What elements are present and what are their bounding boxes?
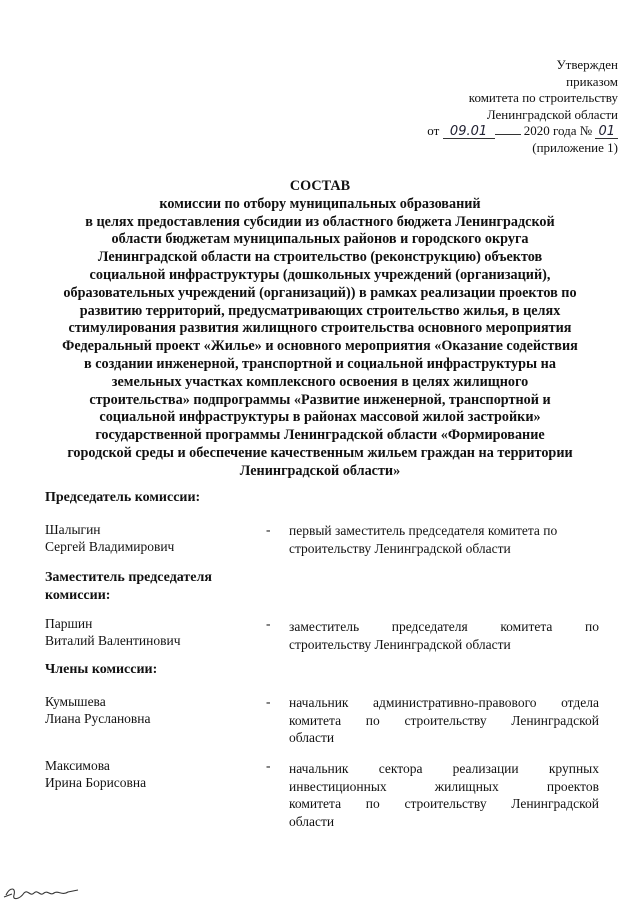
title-line: развитию территорий, предусматривающих строительство жилья, в целях (79, 302, 561, 319)
person-given-name: Лиана Руслановна (45, 711, 151, 726)
role-line: комитета по строительству Ленинградской (289, 712, 599, 728)
person-surname: Максимова (45, 758, 110, 773)
person-given-name: Ирина Борисовна (45, 775, 147, 790)
handwritten-number: 01 (595, 125, 618, 139)
person-given-name: Виталий Валентинович (45, 633, 181, 648)
role-line: области (289, 813, 335, 829)
title-line: социальной инфраструктуры (дошкольных учреждений (организаций), (89, 266, 551, 283)
role-line: комитета по строительству Ленинградской (289, 796, 599, 811)
title-line: государственной программы Ленинградской области «Формирование (95, 427, 545, 444)
approval-date-line (427, 123, 618, 140)
dash: - (266, 616, 271, 631)
section-chair: Председатель комиссии: (45, 490, 201, 505)
title-line: области бюджетам муниципальных районов и городского округа (111, 231, 529, 248)
title-line: городской среды и обеспечение качественным жильем граждан на территории (67, 444, 573, 461)
person-name (45, 693, 151, 727)
role-line: строительству Ленинградской области (289, 540, 511, 556)
person-given-name: Сергей Владимирович (45, 539, 175, 554)
approval-line: Утвержден (556, 57, 618, 72)
role-line: заместитель председателя комитета по (289, 619, 599, 634)
role-line: инвестиционных жилищных проектов (289, 778, 599, 794)
dash: - (266, 522, 271, 537)
title-line: в создании инженерной, транспортной и социальной инфраструктуры на (84, 355, 556, 372)
approval-year: 2020 года № (523, 123, 593, 138)
handwritten-signature (2, 881, 82, 903)
person-name (45, 521, 174, 555)
title-line: строительства» подпрограммы «Развитие инженерной, транспортной и (89, 391, 551, 408)
title-line: в целях предоставления субсидии из областного бюджета Ленинградской (85, 213, 555, 230)
title-line: комиссии по отбору муниципальных образований (159, 195, 481, 212)
role-line: строительству Ленинградской области (289, 636, 511, 652)
approval-line: комитета по строительству (468, 90, 618, 105)
title-head: СОСТАВ (289, 178, 351, 194)
role-line: области (289, 730, 335, 745)
title-line: образовательных учреждений (организаций)) в рамках реализации проектов по (63, 284, 577, 301)
title-line: земельных участках комплексного освоения в целях жилищного (111, 373, 529, 390)
title-line: стимулирования развития жилищного строительства основного мероприятия (68, 320, 572, 337)
person-surname: Паршин (45, 616, 93, 631)
person-surname: Шалыгин (45, 522, 101, 537)
section-deputy (45, 569, 212, 605)
person-role (289, 760, 599, 830)
approval-block (427, 57, 618, 156)
title-line: Ленинградской области» (239, 462, 401, 479)
role-line: начальник административно-правового отдела (289, 695, 599, 710)
approval-from: от (427, 123, 440, 138)
title-line: Федеральный проект «Жилье» и основного мероприятия «Оказание содействия (62, 338, 578, 355)
title-line: социальной инфраструктуры в районах массовой жилой застройки» (99, 409, 541, 426)
person-role (289, 522, 599, 557)
person-name (45, 757, 146, 791)
dash: - (266, 758, 271, 773)
date-underline (495, 134, 521, 135)
document-title (40, 178, 600, 481)
section-deputy-line: комиссии: (45, 588, 111, 603)
dash: - (266, 694, 271, 709)
person-surname: Кумышева (45, 694, 106, 709)
person-role (289, 618, 599, 653)
role-line: начальник сектора реализации крупных (289, 761, 599, 776)
approval-attachment: (приложение 1) (532, 139, 618, 155)
handwritten-date: 09.01 (443, 125, 495, 139)
person-role (289, 694, 599, 747)
role-line: первый заместитель председателя комитета по (289, 523, 558, 538)
approval-line: приказом (566, 73, 618, 89)
section-members: Члены комиссии: (45, 662, 158, 677)
approval-line: Ленинградской области (486, 106, 618, 122)
person-name (45, 615, 181, 649)
section-deputy-line: Заместитель председателя (45, 570, 212, 585)
title-line: Ленинградской области на строительство (реконструкцию) объектов (97, 249, 543, 266)
